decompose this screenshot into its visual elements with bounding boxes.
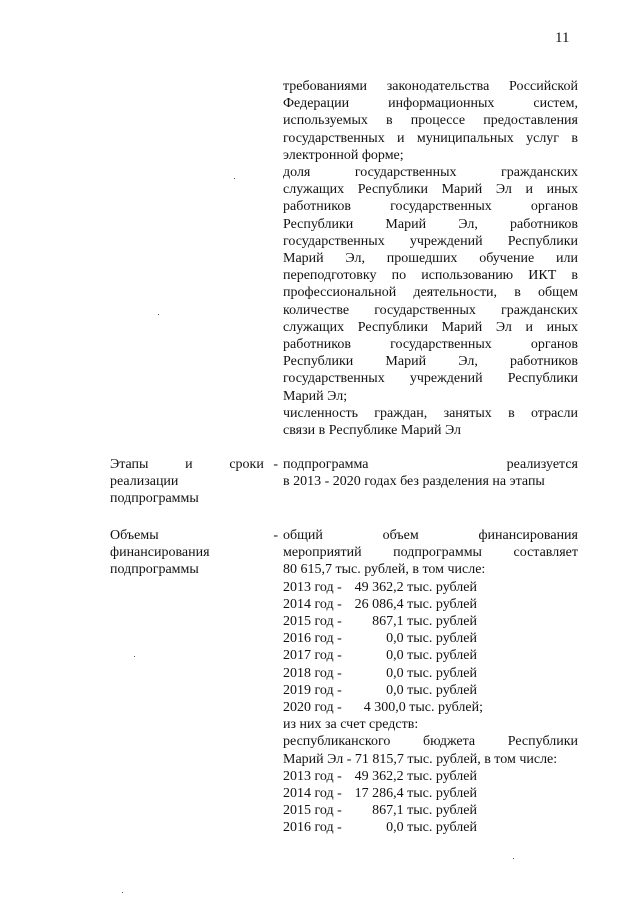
year-value: 4 300,0 тыс. рублей; <box>363 700 483 716</box>
text-line: Республики Марий Эл, работников <box>283 354 578 370</box>
financing-label <box>110 527 280 579</box>
financing-year-row <box>283 579 578 596</box>
text-line: служащих Республики Марий Эл и иных <box>283 319 578 335</box>
stages-value <box>283 456 578 490</box>
year-label: 2013 год - <box>283 768 342 784</box>
text-line: Марий Эл, прошедших обучение или <box>283 251 578 267</box>
text-line: профессиональной деятельности, в общем <box>283 285 578 301</box>
year-label: 2020 год - <box>283 700 342 716</box>
stages-word-1: Этапы <box>110 457 149 472</box>
year-value: 49 362,2 тыс. рублей <box>354 579 477 595</box>
year-label: 2015 год - <box>283 614 342 630</box>
financing-label-line1 <box>110 527 278 544</box>
financing-year-row <box>283 596 578 613</box>
text-line: государственных учреждений Республики <box>283 233 578 249</box>
indicators-continuation <box>283 78 578 439</box>
budget-year-row <box>283 819 578 836</box>
year-label: 2013 год - <box>283 579 342 595</box>
scan-speck <box>234 178 235 179</box>
financing-intro-line2: мероприятий подпрограммы составляет <box>283 545 578 561</box>
financing-year-row <box>283 665 578 682</box>
year-value: 0,0 тыс. рублей <box>386 682 477 698</box>
stages-word-3-text: сроки <box>229 457 264 472</box>
text-line: работников государственных органов <box>283 199 578 215</box>
scan-speck <box>122 892 123 893</box>
stages-value-line1: подпрограмма реализуется <box>283 457 578 472</box>
stages-label-line2: реализации <box>110 474 179 490</box>
year-value: 26 086,4 тыс. рублей <box>354 596 477 612</box>
stages-label-line3: подпрограммы <box>110 491 199 507</box>
year-label: 2017 год - <box>283 648 342 664</box>
scan-speck <box>158 314 159 315</box>
text-line: связи в Республике Марий Эл <box>283 423 462 439</box>
year-label: 2016 год - <box>283 820 342 836</box>
text-line: Марий Эл; <box>283 388 348 404</box>
year-value: 0,0 тыс. рублей <box>386 648 477 664</box>
text-line: численность граждан, занятых в отрасли <box>283 405 578 421</box>
financing-sources-line: из них за счет средств: <box>283 717 419 733</box>
year-label: 2014 год - <box>283 786 342 802</box>
financing-year-row <box>283 630 578 647</box>
year-value: 0,0 тыс. рублей <box>386 631 477 647</box>
year-label: 2018 год - <box>283 665 342 681</box>
page-number: 11 <box>555 30 570 46</box>
financing-budget-line1: республиканского бюджета Республики <box>283 734 578 750</box>
scan-speck <box>513 858 514 859</box>
dash: - <box>273 528 278 543</box>
stages-label-line1 <box>110 456 278 473</box>
stages-label <box>110 456 280 508</box>
financing-label-line2: финансирования <box>110 545 210 561</box>
financing-year-row <box>283 699 578 716</box>
text-line: государственных и муниципальных услуг в <box>283 130 578 146</box>
year-value: 49 362,2 тыс. рублей <box>354 768 477 784</box>
financing-intro-line3: 80 615,7 тыс. рублей, в том числе: <box>283 562 486 578</box>
year-value: 867,1 тыс. рублей <box>372 614 477 630</box>
year-value: 0,0 тыс. рублей <box>386 665 477 681</box>
year-value: 867,1 тыс. рублей <box>372 803 477 819</box>
text-line: Федерации информационных систем, <box>283 96 578 112</box>
text-line: переподготовку по использованию ИКТ в <box>283 268 578 284</box>
text-line: количестве государственных гражданских <box>283 302 578 318</box>
budget-year-row <box>283 768 578 785</box>
year-label: 2016 год - <box>283 631 342 647</box>
text-line: используемых в процессе предоставления <box>283 113 578 129</box>
financing-label-word: Объемы <box>110 528 159 543</box>
financing-intro-line1: общий объем финансирования <box>283 528 578 543</box>
dash: - <box>273 457 278 472</box>
stages-value-line2: в 2013 - 2020 годах без разделения на этапы <box>283 474 545 490</box>
year-value: 17 286,4 тыс. рублей <box>354 786 477 802</box>
financing-budget-line2: Марий Эл - 71 815,7 тыс. рублей, в том числе: <box>283 751 558 767</box>
financing-year-row <box>283 613 578 630</box>
stages-word-2: и <box>185 457 193 472</box>
budget-year-row <box>283 802 578 819</box>
year-label: 2015 год - <box>283 803 342 819</box>
financing-label-line3: подпрограммы <box>110 562 199 578</box>
scan-speck <box>134 656 135 657</box>
text-line: государственных учреждений Республики <box>283 371 578 387</box>
text-line: Республики Марий Эл, работников <box>283 216 578 232</box>
text-line: доля государственных гражданских <box>283 165 578 181</box>
text-line: работников государственных органов <box>283 337 578 353</box>
budget-year-row <box>283 785 578 802</box>
text-line: электронной форме; <box>283 147 404 163</box>
stages-word-3 <box>229 456 278 473</box>
year-value: 0,0 тыс. рублей <box>386 820 477 836</box>
financing-year-row <box>283 647 578 664</box>
text-line: служащих Республики Марий Эл и иных <box>283 182 578 198</box>
financing-year-row <box>283 682 578 699</box>
text-line: требованиями законодательства Российской <box>283 79 578 94</box>
year-label: 2019 год - <box>283 682 342 698</box>
year-label: 2014 год - <box>283 596 342 612</box>
financing-value <box>283 527 578 837</box>
